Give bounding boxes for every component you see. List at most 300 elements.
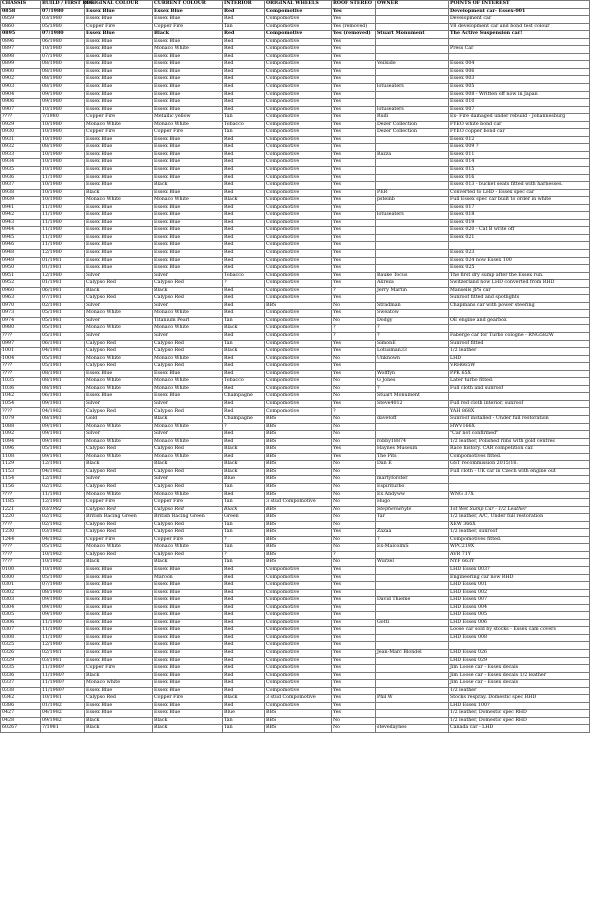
- build-date-cell[interactable]: 10/1980: [41, 46, 85, 54]
- build-date-cell[interactable]: 06/1981: [41, 340, 85, 348]
- build-date-cell[interactable]: 10/1980: [41, 166, 85, 174]
- build-date-cell[interactable]: 11/1980: [41, 219, 85, 227]
- roof-stereo-cell[interactable]: Yes: [332, 257, 376, 265]
- original-colour-cell[interactable]: Calypso Red: [85, 521, 153, 529]
- build-date-cell[interactable]: 10/1980: [41, 136, 85, 144]
- current-colour-cell[interactable]: Essex Blue: [153, 159, 223, 167]
- points-of-interest-cell[interactable]: Essex 011: [449, 151, 590, 159]
- original-wheels-cell[interactable]: Compomotive: [265, 197, 332, 205]
- original-wheels-cell[interactable]: Compomotive: [265, 204, 332, 212]
- points-of-interest-cell[interactable]: Sunroof installed - Under full restoration: [449, 416, 590, 424]
- roof-stereo-cell[interactable]: Yes: [332, 446, 376, 454]
- chassis-cell[interactable]: 1094: [1, 438, 41, 446]
- interior-cell[interactable]: Red: [223, 649, 265, 657]
- points-of-interest-cell[interactable]: LHD Essex 003?: [449, 566, 590, 574]
- original-colour-cell[interactable]: Essex Blue: [85, 166, 153, 174]
- interior-cell[interactable]: Red: [223, 355, 265, 363]
- original-colour-cell[interactable]: Monaco White: [85, 544, 153, 552]
- original-colour-cell[interactable]: Monaco White: [85, 197, 153, 205]
- original-wheels-cell[interactable]: Compomotive: [265, 634, 332, 642]
- interior-cell[interactable]: Tan: [223, 521, 265, 529]
- original-colour-cell[interactable]: Essex Blue: [85, 182, 153, 190]
- points-of-interest-cell[interactable]: 1/2 leather, A/C, Under full restoration: [449, 514, 590, 522]
- build-date-cell[interactable]: 06/1981: [41, 393, 85, 401]
- interior-cell[interactable]: Tan: [223, 483, 265, 491]
- chassis-cell[interactable]: 0933: [1, 151, 41, 159]
- interior-cell[interactable]: Red: [223, 400, 265, 408]
- points-of-interest-cell[interactable]: LHD Essex 007: [449, 597, 590, 605]
- owner-cell[interactable]: [376, 423, 449, 431]
- interior-cell[interactable]: Red: [223, 31, 265, 39]
- roof-stereo-cell[interactable]: Yes: [332, 204, 376, 212]
- original-colour-cell[interactable]: Essex Blue: [85, 574, 153, 582]
- build-date-cell[interactable]: 12/1981: [41, 461, 85, 469]
- chassis-cell[interactable]: 0325: [1, 642, 41, 650]
- points-of-interest-cell[interactable]: 1/2 leather, Domestic spec RHD: [449, 717, 590, 725]
- interior-cell[interactable]: Champagne: [223, 416, 265, 424]
- build-date-cell[interactable]: 08/1981: [41, 385, 85, 393]
- interior-cell[interactable]: Red: [223, 642, 265, 650]
- interior-cell[interactable]: Red: [223, 68, 265, 76]
- build-date-cell[interactable]: 05/1982: [41, 544, 85, 552]
- interior-cell[interactable]: Black: [223, 695, 265, 703]
- original-colour-cell[interactable]: Essex Blue: [85, 657, 153, 665]
- roof-stereo-cell[interactable]: Yes: [332, 370, 376, 378]
- chassis-cell[interactable]: 0950: [1, 265, 41, 273]
- current-colour-cell[interactable]: Calypso Red: [153, 295, 223, 303]
- roof-stereo-cell[interactable]: Yes: [332, 612, 376, 620]
- chassis-cell[interactable]: 0932: [1, 144, 41, 152]
- column-header-chassis[interactable]: CHASSIS: [1, 1, 41, 9]
- interior-cell[interactable]: Red: [223, 76, 265, 84]
- current-colour-cell[interactable]: Essex Blue: [153, 189, 223, 197]
- roof-stereo-cell[interactable]: Yes: [332, 91, 376, 99]
- original-wheels-cell[interactable]: Compomotive: [265, 31, 332, 39]
- interior-cell[interactable]: Tobacco: [223, 121, 265, 129]
- owner-cell[interactable]: Phil W: [376, 695, 449, 703]
- current-colour-cell[interactable]: Copper Fire: [153, 129, 223, 137]
- roof-stereo-cell[interactable]: No: [332, 536, 376, 544]
- original-wheels-cell[interactable]: 3 stud Compomotive: [265, 695, 332, 703]
- points-of-interest-cell[interactable]: GST recommission 2015/16.: [449, 461, 590, 469]
- original-wheels-cell[interactable]: Compomotive: [265, 227, 332, 235]
- owner-cell[interactable]: Tar: [376, 514, 449, 522]
- roof-stereo-cell[interactable]: Yes: [332, 453, 376, 461]
- original-colour-cell[interactable]: Copper Fire: [85, 23, 153, 31]
- interior-cell[interactable]: Red: [223, 99, 265, 107]
- roof-stereo-cell[interactable]: Yes: [332, 672, 376, 680]
- original-wheels-cell[interactable]: BBS: [265, 302, 332, 310]
- chassis-cell[interactable]: 0952: [1, 280, 41, 288]
- owner-cell[interactable]: [376, 38, 449, 46]
- current-colour-cell[interactable]: Copper Fire: [153, 23, 223, 31]
- points-of-interest-cell[interactable]: Chapmans car with power steering: [449, 302, 590, 310]
- build-date-cell[interactable]: 09/1981: [41, 431, 85, 439]
- interior-cell[interactable]: Red: [223, 287, 265, 295]
- interior-cell[interactable]: ?: [223, 536, 265, 544]
- owner-cell[interactable]: martyforster: [376, 476, 449, 484]
- build-date-cell[interactable]: 09/1981: [41, 400, 85, 408]
- build-date-cell[interactable]: 10/1980: [41, 129, 85, 137]
- original-colour-cell[interactable]: Essex Blue: [85, 99, 153, 107]
- points-of-interest-cell[interactable]: WNG 37X: [449, 491, 590, 499]
- owner-cell[interactable]: PER: [376, 189, 449, 197]
- original-wheels-cell[interactable]: Compomotive: [265, 114, 332, 122]
- points-of-interest-cell[interactable]: Press Car: [449, 46, 590, 54]
- interior-cell[interactable]: Red: [223, 265, 265, 273]
- points-of-interest-cell[interactable]: 1/2 leather, Domestic spec RHD: [449, 710, 590, 718]
- original-colour-cell[interactable]: Essex Blue: [85, 68, 153, 76]
- original-wheels-cell[interactable]: Compomotive: [265, 53, 332, 61]
- original-colour-cell[interactable]: Essex Blue: [85, 589, 153, 597]
- interior-cell[interactable]: Red: [223, 227, 265, 235]
- chassis-cell[interactable]: 0937: [1, 182, 41, 190]
- owner-cell[interactable]: Wurzel: [376, 559, 449, 567]
- current-colour-cell[interactable]: Essex Blue: [153, 242, 223, 250]
- owner-cell[interactable]: [376, 642, 449, 650]
- current-colour-cell[interactable]: Silver: [153, 272, 223, 280]
- original-colour-cell[interactable]: Essex Blue: [85, 174, 153, 182]
- current-colour-cell[interactable]: Monaco White: [153, 325, 223, 333]
- owner-cell[interactable]: [376, 8, 449, 16]
- owner-cell[interactable]: [376, 219, 449, 227]
- points-of-interest-cell[interactable]: Development car: [449, 16, 590, 24]
- owner-cell[interactable]: [376, 257, 449, 265]
- current-colour-cell[interactable]: Calypso Red: [153, 408, 223, 416]
- build-date-cell[interactable]: 03/1982: [41, 506, 85, 514]
- points-of-interest-cell[interactable]: Converted to LHD - Essex spec car: [449, 189, 590, 197]
- points-of-interest-cell[interactable]: Essex 009 ?: [449, 144, 590, 152]
- original-wheels-cell[interactable]: BBS: [265, 506, 332, 514]
- original-wheels-cell[interactable]: Compomotive: [265, 612, 332, 620]
- points-of-interest-cell[interactable]: Essex 016: [449, 174, 590, 182]
- points-of-interest-cell[interactable]: Sunroof fitted: [449, 340, 590, 348]
- build-date-cell[interactable]: 7/1980: [41, 114, 85, 122]
- points-of-interest-cell[interactable]: Essex 015: [449, 166, 590, 174]
- chassis-cell[interactable]: 0936: [1, 174, 41, 182]
- interior-cell[interactable]: Black: [223, 348, 265, 356]
- build-date-cell[interactable]: 11/1980: [41, 227, 85, 235]
- points-of-interest-cell[interactable]: Loose car sold by stocks - Essex cam covers: [449, 627, 590, 635]
- original-colour-cell[interactable]: Gold: [85, 416, 153, 424]
- original-colour-cell[interactable]: Essex Blue: [85, 83, 153, 91]
- current-colour-cell[interactable]: Essex Blue: [153, 227, 223, 235]
- original-wheels-cell[interactable]: Compomotive: [265, 295, 332, 303]
- chassis-cell[interactable]: 1154: [1, 476, 41, 484]
- owner-cell[interactable]: [376, 408, 449, 416]
- interior-cell[interactable]: Red: [223, 574, 265, 582]
- roof-stereo-cell[interactable]: No: [332, 544, 376, 552]
- current-colour-cell[interactable]: Copper Fire: [153, 695, 223, 703]
- build-date-cell[interactable]: 04/1981: [41, 348, 85, 356]
- chassis-cell[interactable]: 0939: [1, 197, 41, 205]
- roof-stereo-cell[interactable]: Yes: [332, 619, 376, 627]
- build-date-cell[interactable]: 08/1980: [41, 144, 85, 152]
- current-colour-cell[interactable]: Calypso Red: [153, 280, 223, 288]
- owner-cell[interactable]: Gotti: [376, 619, 449, 627]
- build-date-cell[interactable]: 07/1980: [41, 8, 85, 16]
- points-of-interest-cell[interactable]: Stocks respray. Domestic spec RHD: [449, 695, 590, 703]
- roof-stereo-cell[interactable]: No: [332, 438, 376, 446]
- owner-cell[interactable]: [376, 91, 449, 99]
- original-wheels-cell[interactable]: Compomotive: [265, 702, 332, 710]
- current-colour-cell[interactable]: Essex Blue: [153, 612, 223, 620]
- owner-cell[interactable]: lotuseaters: [376, 83, 449, 91]
- chassis-cell[interactable]: 0941: [1, 204, 41, 212]
- current-colour-cell[interactable]: Copper Fire: [153, 499, 223, 507]
- original-colour-cell[interactable]: Calypso Red: [85, 506, 153, 514]
- original-colour-cell[interactable]: Black: [85, 287, 153, 295]
- roof-stereo-cell[interactable]: Yes: [332, 665, 376, 673]
- current-colour-cell[interactable]: Essex Blue: [153, 627, 223, 635]
- original-wheels-cell[interactable]: Compomotive: [265, 597, 332, 605]
- original-wheels-cell[interactable]: Compomotive: [265, 348, 332, 356]
- interior-cell[interactable]: Red: [223, 566, 265, 574]
- roof-stereo-cell[interactable]: Yes: [332, 687, 376, 695]
- original-colour-cell[interactable]: Monaco White: [85, 423, 153, 431]
- original-colour-cell[interactable]: Black: [85, 725, 153, 733]
- chassis-cell[interactable]: 1156: [1, 483, 41, 491]
- build-date-cell[interactable]: 08/1980: [41, 83, 85, 91]
- original-colour-cell[interactable]: Essex Blue: [85, 257, 153, 265]
- build-date-cell[interactable]: 09/1980: [41, 597, 85, 605]
- roof-stereo-cell[interactable]: No: [332, 416, 376, 424]
- original-wheels-cell[interactable]: Compomotive: [265, 174, 332, 182]
- original-wheels-cell[interactable]: BBS: [265, 446, 332, 454]
- column-header-current-colour[interactable]: CURRENT COLOUR: [153, 1, 223, 9]
- original-wheels-cell[interactable]: Compomotive: [265, 649, 332, 657]
- chassis-cell[interactable]: 0938: [1, 189, 41, 197]
- chassis-cell[interactable]: 0329: [1, 657, 41, 665]
- original-wheels-cell[interactable]: BBS: [265, 453, 332, 461]
- owner-cell[interactable]: ?: [376, 385, 449, 393]
- interior-cell[interactable]: Champagne: [223, 393, 265, 401]
- points-of-interest-cell[interactable]: LHD Essex 002: [449, 589, 590, 597]
- points-of-interest-cell[interactable]: FYEO white bond car: [449, 121, 590, 129]
- build-date-cell[interactable]: 03/1980: [41, 16, 85, 24]
- chassis-cell[interactable]: 0300: [1, 574, 41, 582]
- points-of-interest-cell[interactable]: Ex- Fire damaged under rebuild - Johannesburg: [449, 114, 590, 122]
- chassis-cell[interactable]: 0948: [1, 250, 41, 258]
- current-colour-cell[interactable]: Black: [153, 287, 223, 295]
- build-date-cell[interactable]: 05/1981: [41, 317, 85, 325]
- current-colour-cell[interactable]: Essex Blue: [153, 151, 223, 159]
- points-of-interest-cell[interactable]: LHD: [449, 355, 590, 363]
- original-colour-cell[interactable]: Copper Fire: [85, 114, 153, 122]
- build-date-cell[interactable]: 04/1982: [41, 468, 85, 476]
- current-colour-cell[interactable]: Essex Blue: [153, 642, 223, 650]
- chassis-cell[interactable]: 0902: [1, 76, 41, 84]
- points-of-interest-cell[interactable]: The Active Suspension car!: [449, 31, 590, 39]
- interior-cell[interactable]: Red: [223, 702, 265, 710]
- interior-cell[interactable]: ?: [223, 423, 265, 431]
- chassis-cell[interactable]: 0931: [1, 136, 41, 144]
- current-colour-cell[interactable]: Monaco White: [153, 544, 223, 552]
- roof-stereo-cell[interactable]: No: [332, 461, 376, 469]
- build-date-cell[interactable]: 10/1981: [41, 695, 85, 703]
- chassis-cell[interactable]: ????: [1, 370, 41, 378]
- owner-cell[interactable]: The Pits: [376, 453, 449, 461]
- current-colour-cell[interactable]: Essex Blue: [153, 265, 223, 273]
- current-colour-cell[interactable]: Monaco White: [153, 423, 223, 431]
- owner-cell[interactable]: [376, 574, 449, 582]
- original-colour-cell[interactable]: Calypso Red: [85, 529, 153, 537]
- interior-cell[interactable]: ?: [223, 551, 265, 559]
- current-colour-cell[interactable]: Essex Blue: [153, 53, 223, 61]
- roof-stereo-cell[interactable]: No: [332, 476, 376, 484]
- interior-cell[interactable]: Red: [223, 597, 265, 605]
- original-wheels-cell[interactable]: Compomotive: [265, 83, 332, 91]
- roof-stereo-cell[interactable]: Yes: [332, 529, 376, 537]
- owner-cell[interactable]: [376, 634, 449, 642]
- build-date-cell[interactable]: 11/1980: [41, 234, 85, 242]
- roof-stereo-cell[interactable]: Yes: [332, 250, 376, 258]
- owner-cell[interactable]: Stuart Monument: [376, 31, 449, 39]
- original-wheels-cell[interactable]: Compomotive: [265, 385, 332, 393]
- original-colour-cell[interactable]: Calypso Red: [85, 468, 153, 476]
- interior-cell[interactable]: Blue: [223, 710, 265, 718]
- owner-cell[interactable]: [376, 53, 449, 61]
- roof-stereo-cell[interactable]: Yes: [332, 166, 376, 174]
- chassis-cell[interactable]: 0898: [1, 53, 41, 61]
- points-of-interest-cell[interactable]: Essex 025: [449, 265, 590, 273]
- current-colour-cell[interactable]: Calypso Red: [153, 363, 223, 371]
- chassis-cell[interactable]: 0427: [1, 710, 41, 718]
- original-wheels-cell[interactable]: Compomotive: [265, 189, 332, 197]
- roof-stereo-cell[interactable]: Yes: [332, 83, 376, 91]
- current-colour-cell[interactable]: Essex Blue: [153, 76, 223, 84]
- roof-stereo-cell[interactable]: Yes: [332, 566, 376, 574]
- original-wheels-cell[interactable]: Compomotive: [265, 76, 332, 84]
- chassis-cell[interactable]: 1108: [1, 453, 41, 461]
- original-colour-cell[interactable]: Essex Blue: [85, 702, 153, 710]
- column-header-build-first-reg[interactable]: BUILD / FIRST REG: [42, 1, 94, 6]
- points-of-interest-cell[interactable]: 1/2 leather, Polished rims with gold centres: [449, 438, 590, 446]
- roof-stereo-cell[interactable]: Yes: [332, 38, 376, 46]
- interior-cell[interactable]: Red: [223, 144, 265, 152]
- interior-cell[interactable]: Red: [223, 333, 265, 341]
- interior-cell[interactable]: Red: [223, 582, 265, 590]
- points-of-interest-cell[interactable]: Sunroof fitted and spotlights: [449, 295, 590, 303]
- owner-cell[interactable]: [376, 16, 449, 24]
- original-wheels-cell[interactable]: BBS: [265, 491, 332, 499]
- chassis-cell[interactable]: 0897: [1, 46, 41, 54]
- current-colour-cell[interactable]: Essex Blue: [153, 566, 223, 574]
- original-colour-cell[interactable]: Silver: [85, 272, 153, 280]
- owner-cell[interactable]: [376, 582, 449, 590]
- build-date-cell[interactable]: 02/1982: [41, 514, 85, 522]
- original-wheels-cell[interactable]: Compomotive: [265, 672, 332, 680]
- original-colour-cell[interactable]: Monaco White: [85, 355, 153, 363]
- points-of-interest-cell[interactable]: PPK 65X: [449, 370, 590, 378]
- original-wheels-cell[interactable]: Compomotive: [265, 317, 332, 325]
- original-colour-cell[interactable]: Calypso Red: [85, 483, 153, 491]
- interior-cell[interactable]: Red: [223, 250, 265, 258]
- current-colour-cell[interactable]: Monaco White: [153, 385, 223, 393]
- interior-cell[interactable]: Red: [223, 212, 265, 220]
- points-of-interest-cell[interactable]: 1st Wet Sump Car - 1/2 Leather: [449, 506, 590, 514]
- original-colour-cell[interactable]: Essex Blue: [85, 91, 153, 99]
- original-wheels-cell[interactable]: Compomotive: [265, 242, 332, 250]
- chassis-cell[interactable]: 0335: [1, 665, 41, 673]
- build-date-cell[interactable]: 01/1981: [41, 265, 85, 273]
- roof-stereo-cell[interactable]: No: [332, 559, 376, 567]
- points-of-interest-cell[interactable]: Essex 012: [449, 136, 590, 144]
- owner-cell[interactable]: Jerry Martin: [376, 287, 449, 295]
- owner-cell[interactable]: SimonE: [376, 340, 449, 348]
- interior-cell[interactable]: Red: [223, 619, 265, 627]
- build-date-cell[interactable]: 09/1982: [41, 717, 85, 725]
- current-colour-cell[interactable]: Calypso Red: [153, 551, 223, 559]
- roof-stereo-cell[interactable]: No: [332, 717, 376, 725]
- interior-cell[interactable]: Tan: [223, 499, 265, 507]
- points-of-interest-cell[interactable]: Essex 024 now Essex 100: [449, 257, 590, 265]
- roof-stereo-cell[interactable]: Yes: [332, 280, 376, 288]
- points-of-interest-cell[interactable]: Full red cloth interior, sunroof: [449, 400, 590, 408]
- chassis-cell[interactable]: 0858: [1, 8, 41, 16]
- build-date-cell[interactable]: 11/1980: [41, 634, 85, 642]
- original-colour-cell[interactable]: Essex Blue: [85, 76, 153, 84]
- roof-stereo-cell[interactable]: Yes: [332, 627, 376, 635]
- roof-stereo-cell[interactable]: Yes: [332, 574, 376, 582]
- original-colour-cell[interactable]: Essex Blue: [85, 627, 153, 635]
- owner-cell[interactable]: Alireza: [376, 280, 449, 288]
- current-colour-cell[interactable]: Essex Blue: [153, 136, 223, 144]
- original-colour-cell[interactable]: Silver: [85, 431, 153, 439]
- interior-cell[interactable]: Red: [223, 166, 265, 174]
- original-wheels-cell[interactable]: Compomotive: [265, 136, 332, 144]
- original-wheels-cell[interactable]: BBS: [265, 544, 332, 552]
- original-colour-cell[interactable]: Black: [85, 717, 153, 725]
- roof-stereo-cell[interactable]: Yes: [332, 340, 376, 348]
- current-colour-cell[interactable]: Black: [153, 461, 223, 469]
- owner-cell[interactable]: [376, 657, 449, 665]
- original-colour-cell[interactable]: Essex Blue: [85, 219, 153, 227]
- current-colour-cell[interactable]: Essex Blue: [153, 234, 223, 242]
- owner-cell[interactable]: Espiriturbo: [376, 483, 449, 491]
- owner-cell[interactable]: [376, 295, 449, 303]
- build-date-cell[interactable]: 03/1982: [41, 529, 85, 537]
- owner-cell[interactable]: [376, 242, 449, 250]
- original-wheels-cell[interactable]: Compomotive: [265, 574, 332, 582]
- interior-cell[interactable]: Red: [223, 491, 265, 499]
- chassis-cell[interactable]: 0949: [1, 257, 41, 265]
- column-header-interior[interactable]: INTERIOR: [223, 1, 265, 9]
- chassis-cell[interactable]: 0904: [1, 91, 41, 99]
- owner-cell[interactable]: ?: [376, 333, 449, 341]
- points-of-interest-cell[interactable]: 1/2 leather, sunroof: [449, 529, 590, 537]
- original-wheels-cell[interactable]: Compomotive: [265, 23, 332, 31]
- interior-cell[interactable]: Red: [223, 665, 265, 673]
- chassis-cell[interactable]: 0326: [1, 649, 41, 657]
- original-wheels-cell[interactable]: Compomotive: [265, 272, 332, 280]
- points-of-interest-cell[interactable]: Full Essex spec car built to order in white: [449, 197, 590, 205]
- original-colour-cell[interactable]: Monaco White: [85, 453, 153, 461]
- chassis-cell[interactable]: ????: [1, 521, 41, 529]
- owner-cell[interactable]: Rudi: [376, 114, 449, 122]
- build-date-cell[interactable]: 04/1982: [41, 710, 85, 718]
- original-wheels-cell[interactable]: Compomotive: [265, 604, 332, 612]
- points-of-interest-cell[interactable]: [449, 53, 590, 61]
- chassis-cell[interactable]: 1001: [1, 348, 41, 356]
- chassis-cell[interactable]: 0980: [1, 325, 41, 333]
- points-of-interest-cell[interactable]: Full cloth - UK car in Czech with engine out: [449, 468, 590, 476]
- owner-cell[interactable]: Dezer Collection: [376, 129, 449, 137]
- owner-cell[interactable]: [376, 159, 449, 167]
- owner-cell[interactable]: Dan E: [376, 461, 449, 469]
- interior-cell[interactable]: Red: [223, 657, 265, 665]
- original-wheels-cell[interactable]: BBS: [265, 431, 332, 439]
